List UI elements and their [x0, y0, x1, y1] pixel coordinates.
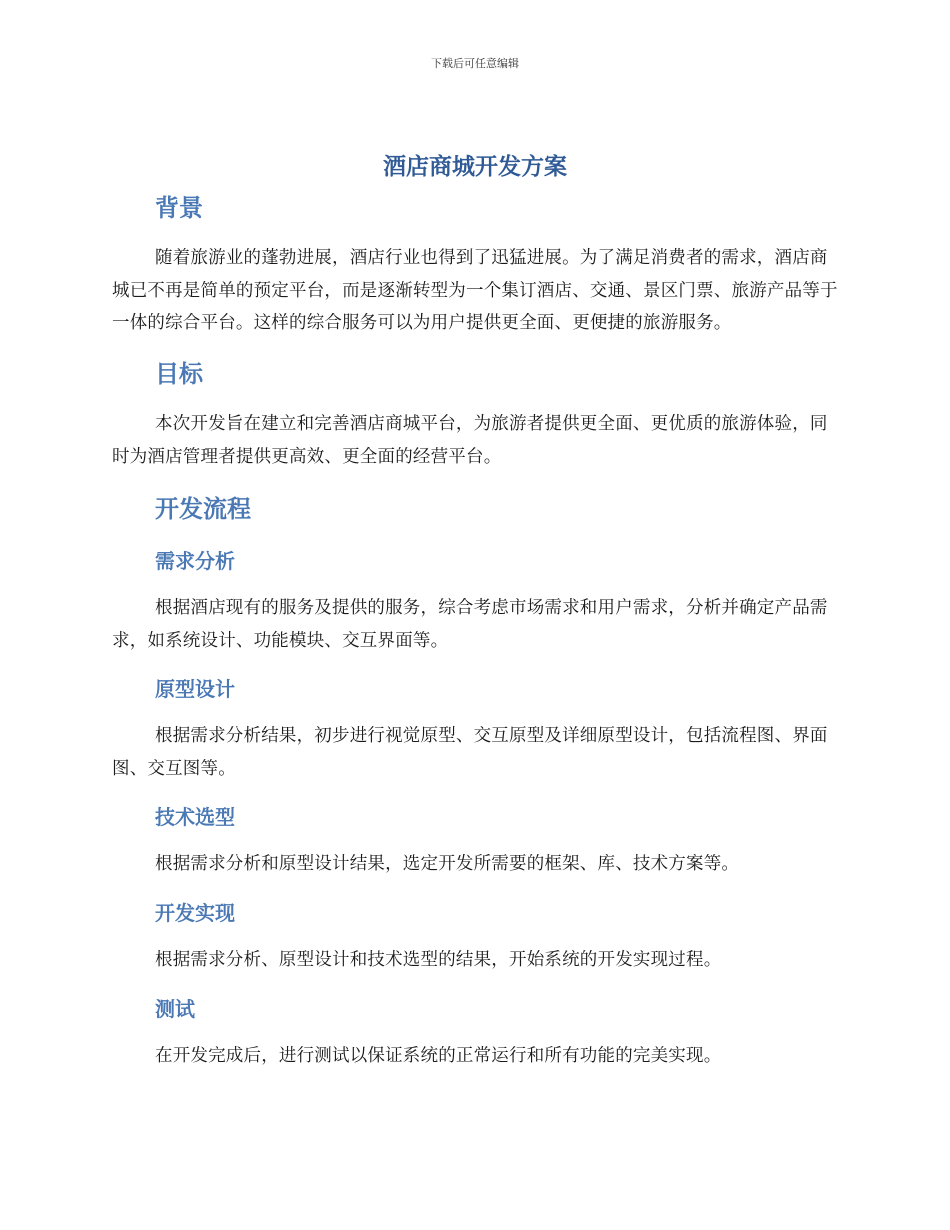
step-heading-tech-selection: 技术选型 [155, 805, 235, 829]
step-heading-testing: 测试 [155, 997, 195, 1021]
document-title: 酒店商城开发方案 [383, 154, 567, 180]
step-text-implementation: 根据需求分析、原型设计和技术选型的结果，开始系统的开发实现过程。 [155, 950, 722, 970]
step-heading-prototype: 原型设计 [155, 677, 235, 701]
step-text-prototype: 根据需求分析结果，初步进行视觉原型、交互原型及详细原型设计，包括流程图、界面图、交互图等。 [112, 726, 828, 779]
step-text-tech-selection: 根据需求分析和原型设计结果，选定开发所需要的框架、库、技术方案等。 [155, 854, 740, 874]
section-heading-goal: 目标 [155, 360, 203, 388]
section-text-background: 随着旅游业的蓬勃进展，酒店行业也得到了迅猛进展。为了满足消费者的需求，酒店商城已不再是简单的预定平台，而是逐渐转型为一个集订酒店、交通、景区门票、旅游产品等于一体的综合平台。这样的综合服务可以为用户提供更全面、更便捷的旅游服务。 [112, 248, 838, 333]
section-heading-process: 开发流程 [155, 495, 251, 523]
header-note: 下载后可任意编辑 [431, 57, 519, 70]
step-text-testing: 在开发完成后，进行测试以保证系统的正常运行和所有功能的完美实现。 [155, 1046, 722, 1066]
step-text-requirements: 根据酒店现有的服务及提供的服务，综合考虑市场需求和用户需求，分析并确定产品需求，如系统设计、功能模块、交互界面等。 [112, 598, 828, 651]
step-heading-requirements: 需求分析 [155, 549, 235, 573]
section-text-goal: 本次开发旨在建立和完善酒店商城平台，为旅游者提供更全面、更优质的旅游体验，同时为酒店管理者提供更高效、更全面的经营平台。 [112, 414, 828, 467]
step-heading-implementation: 开发实现 [155, 901, 235, 925]
section-heading-background: 背景 [155, 194, 203, 222]
